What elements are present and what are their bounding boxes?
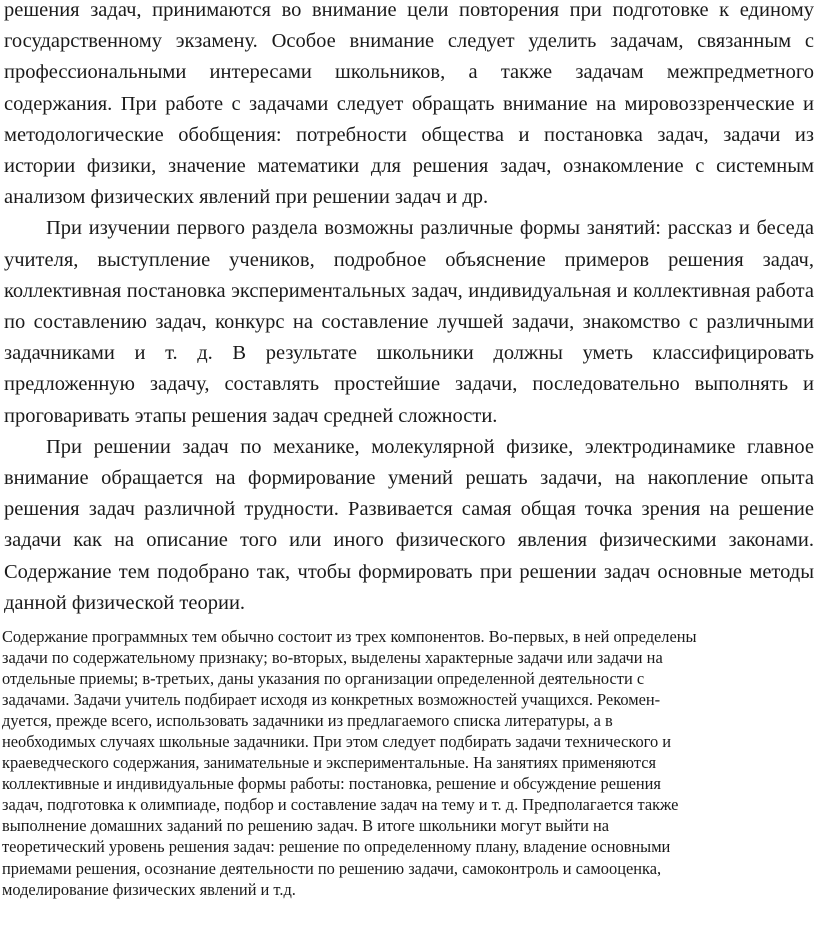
secondary-line: дуется, прежде всего, использовать задачники из предлагаемого списка литературы, а в [2,711,613,731]
paragraph-2: При изучении первого раздела возможны различные формы занятий: рассказ и беседа учителя, выступление учеников, подробное объяснение примеров решения задач, коллективная постановка экспериментальных задач, индивидуальная и коллективная работа по составлению задач, конкурс на составление лучшей задачи, знакомство с различными задачниками и т. д. В результате школьники должны уметь классифицировать предложенную задачу, составлять простейшие задачи, последовательно выполнять и проговаривать этапы решения задач средней сложности. [4,217,814,427]
secondary-line: необходимых случаях школьные задачники. При этом следует подбирать задачи технического и [2,732,672,752]
secondary-line: задач, подготовка к олимпиаде, подбор и составление задач на тему и т. д. Предполагается также [2,795,679,815]
secondary-line: коллективные и индивидуальные формы работы: постановка, решение и обсуждение решения [2,774,661,794]
secondary-line: задачами. Задачи учитель подбирает исходя из конкретных возможностей учащихся. Рекомен- [2,690,661,710]
secondary-line: отдельные приемы; в-третьих, даны указания по организации определенной деятельности с [2,669,645,689]
secondary-line: задачи по содержательному признаку; во-вторых, выделены характерные задачи или задачи на [2,648,663,668]
secondary-text-block [0,626,816,900]
paragraph-1: решения задач, принимаются во внимание цели повторения при подготовке к единому государственному экзамену. Особое внимание следует уделить задачам, связанным с профессиональными интересами школьников, а также задачам межпредметного содержания. При работе с задачами следует обращать внимание на мировоззренческие и методологические обобщения: потребности общества и постановка задач, задачи из истории физики, значение математики для решения задач, ознакомление с системным анализом физических явлений при решении задач и др. [4,0,814,209]
secondary-line: выполнение домашних заданий по решению задач. В итоге школьники могут выйти на [2,816,610,836]
secondary-line: теоретический уровень решения задач: решение по определенному плану, владение основными [2,837,671,857]
secondary-line: моделирование физических явлений и т.д. [2,879,296,899]
paragraph-3: При решении задач по механике, молекулярной физике, электродинамике главное внимание обращается на формирование умений решать задачи, на накопление опыта решения задач различной трудности. Развивается самая общая точка зрения на решение задачи как на описание того или иного физического явления физическими законами. Содержание тем подобрано так, чтобы формировать при решении задач основные методы данной физической теории. [4,435,814,614]
secondary-line: приемами решения, осознание деятельности по решению задачи, самоконтроль и самооценка, [2,858,662,878]
secondary-line: Содержание программных тем обычно состоит из трех компонентов. Во-первых, в ней определены [2,627,697,646]
secondary-line: краеведческого содержания, занимательные и экспериментальные. На занятиях применяются [2,753,657,773]
